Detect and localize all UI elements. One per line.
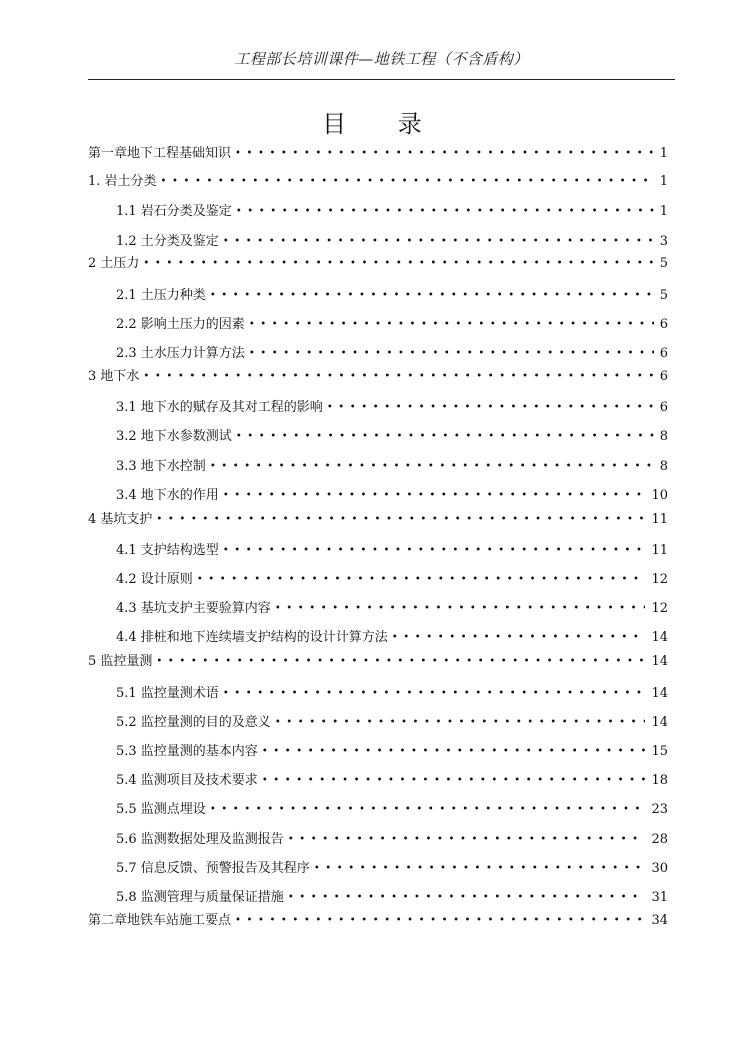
toc-entry-label: 3.2 地下水参数测试 <box>116 429 232 444</box>
dot-leader <box>223 233 654 251</box>
toc-entry[interactable] <box>88 511 668 529</box>
toc-entry[interactable] <box>116 287 668 305</box>
dot-leader <box>236 203 654 221</box>
dot-leader <box>249 345 654 363</box>
dot-leader <box>161 173 654 191</box>
toc-entry-page-number: 6 <box>659 400 668 415</box>
toc-entry-label: 2.1 土压力种类 <box>116 288 206 303</box>
toc-entry-page-number: 23 <box>651 802 668 817</box>
toc-entry-label: 5.7 信息反馈、预警报告及其程序 <box>116 861 310 876</box>
toc-entry-page-number: 34 <box>651 913 668 928</box>
toc-entry-page-number: 15 <box>651 744 668 759</box>
toc-entry[interactable] <box>116 399 668 417</box>
toc-entry-label: 3.3 地下水控制 <box>116 459 206 474</box>
toc-entry-label: 2.3 土水压力计算方法 <box>116 346 245 361</box>
toc-entry-page-number: 8 <box>659 459 668 474</box>
toc-entry-page-number: 3 <box>659 234 668 249</box>
toc-entry-page-number: 14 <box>651 630 668 645</box>
toc-entry-label: 5.8 监测管理与质量保证措施 <box>116 890 284 905</box>
toc-entry-page-number: 6 <box>659 346 668 361</box>
dot-leader <box>288 889 646 907</box>
dot-leader <box>235 145 654 163</box>
dot-leader <box>236 428 654 446</box>
toc-entry-page-number: 6 <box>659 317 668 332</box>
dot-leader <box>314 860 646 878</box>
toc-entry-label: 1. 岩土分类 <box>88 174 157 189</box>
toc-entry[interactable] <box>88 145 668 163</box>
toc-entry-label: 第一章地下工程基础知识 <box>88 146 232 161</box>
toc-entry[interactable] <box>116 345 668 363</box>
toc-entry[interactable] <box>116 889 668 907</box>
toc-entry-label: 3.4 地下水的作用 <box>116 488 219 503</box>
toc-entry-label: 4 基坑支护 <box>88 512 153 527</box>
toc-entry[interactable] <box>116 542 668 560</box>
toc-entry-page-number: 6 <box>659 369 668 384</box>
toc-entry-label: 4.3 基坑支护主要验算内容 <box>116 601 271 616</box>
toc-entry-label: 5.4 监测项目及技术要求 <box>116 773 258 788</box>
toc-entry[interactable] <box>116 600 668 618</box>
toc-entry-label: 5.1 监控量测术语 <box>116 686 219 701</box>
toc-entry-page-number: 31 <box>651 890 668 905</box>
toc-entry-page-number: 11 <box>651 512 668 527</box>
dot-leader <box>210 287 654 305</box>
toc-entry-page-number: 5 <box>659 288 668 303</box>
toc-entry-page-number: 18 <box>651 773 668 788</box>
toc-entry-page-number: 10 <box>651 488 668 503</box>
running-header: 工程部长培训课件—地铁工程（不含盾构） <box>234 50 529 68</box>
dot-leader <box>223 685 646 703</box>
toc-entry[interactable] <box>116 860 668 878</box>
toc-entry-page-number: 8 <box>659 429 668 444</box>
dot-leader <box>262 743 646 761</box>
dot-leader <box>275 600 646 618</box>
toc-entry-page-number: 12 <box>651 572 668 587</box>
dot-leader <box>156 511 645 529</box>
dot-leader <box>210 458 654 476</box>
toc-entry-label: 5 监控量测 <box>88 654 153 669</box>
header-rule <box>88 79 675 80</box>
dot-leader <box>210 801 646 819</box>
dot-leader <box>143 368 653 386</box>
dot-leader <box>156 653 645 671</box>
toc-entry-label: 5.3 监控量测的基本内容 <box>116 744 258 759</box>
toc-entry-label: 3.1 地下水的赋存及其对工程的影响 <box>116 400 323 415</box>
dot-leader <box>235 912 645 930</box>
dot-leader <box>275 714 646 732</box>
toc-entry[interactable] <box>116 743 668 761</box>
toc-entry-page-number: 12 <box>651 601 668 616</box>
dot-leader <box>197 571 646 589</box>
toc-entry-page-number: 1 <box>659 174 668 189</box>
toc-entry[interactable] <box>116 714 668 732</box>
toc-entry[interactable] <box>116 801 668 819</box>
toc-entry-label: 4.2 设计原则 <box>116 572 193 587</box>
toc-entry[interactable] <box>116 487 668 505</box>
toc-entry-page-number: 11 <box>651 543 668 558</box>
toc-entry[interactable] <box>116 203 668 221</box>
toc-entry[interactable] <box>88 173 668 191</box>
toc-entry[interactable] <box>88 912 668 930</box>
toc-entry[interactable] <box>116 233 668 251</box>
toc-entry[interactable] <box>88 255 668 273</box>
toc-entry[interactable] <box>116 772 668 790</box>
dot-leader <box>143 255 653 273</box>
toc-entry-page-number: 14 <box>651 686 668 701</box>
page-title: 目 录 <box>322 110 444 138</box>
toc-entry[interactable] <box>116 428 668 446</box>
toc-entry-label: 2.2 影响土压力的因素 <box>116 317 245 332</box>
toc-entry-label: 5.2 监控量测的目的及意义 <box>116 715 271 730</box>
toc-entry-label: 第二章地铁车站施工要点 <box>88 913 232 928</box>
toc-entry-label: 2 土压力 <box>88 256 140 271</box>
dot-leader <box>249 316 654 334</box>
toc-entry-page-number: 1 <box>659 146 668 161</box>
toc-entry[interactable] <box>116 685 668 703</box>
toc-entry[interactable] <box>116 831 668 849</box>
toc-entry-label: 5.5 监测点埋设 <box>116 802 206 817</box>
toc-entry-page-number: 30 <box>651 861 668 876</box>
toc-entry[interactable] <box>116 316 668 334</box>
dot-leader <box>392 629 646 647</box>
toc-entry-page-number: 14 <box>651 715 668 730</box>
toc-entry[interactable] <box>116 629 668 647</box>
toc-entry[interactable] <box>88 653 668 671</box>
toc-entry-page-number: 5 <box>659 256 668 271</box>
toc-entry-label: 1.1 岩石分类及鉴定 <box>116 204 232 219</box>
toc-entry-page-number: 28 <box>651 832 668 847</box>
toc-entry-label: 4.1 支护结构选型 <box>116 543 219 558</box>
toc-entry-label: 1.2 土分类及鉴定 <box>116 234 219 249</box>
toc-entry-label: 5.6 监测数据处理及监测报告 <box>116 832 284 847</box>
toc-entry[interactable] <box>116 458 668 476</box>
toc-entry-page-number: 1 <box>659 204 668 219</box>
toc-entry-label: 4.4 排桩和地下连续墙支护结构的设计计算方法 <box>116 630 388 645</box>
dot-leader <box>288 831 646 849</box>
dot-leader <box>262 772 646 790</box>
dot-leader <box>223 542 646 560</box>
toc-entry-label: 3 地下水 <box>88 369 140 384</box>
toc-entry[interactable] <box>88 368 668 386</box>
toc-entry-page-number: 14 <box>651 654 668 669</box>
dot-leader <box>327 399 654 417</box>
dot-leader <box>223 487 646 505</box>
toc-entry[interactable] <box>116 571 668 589</box>
